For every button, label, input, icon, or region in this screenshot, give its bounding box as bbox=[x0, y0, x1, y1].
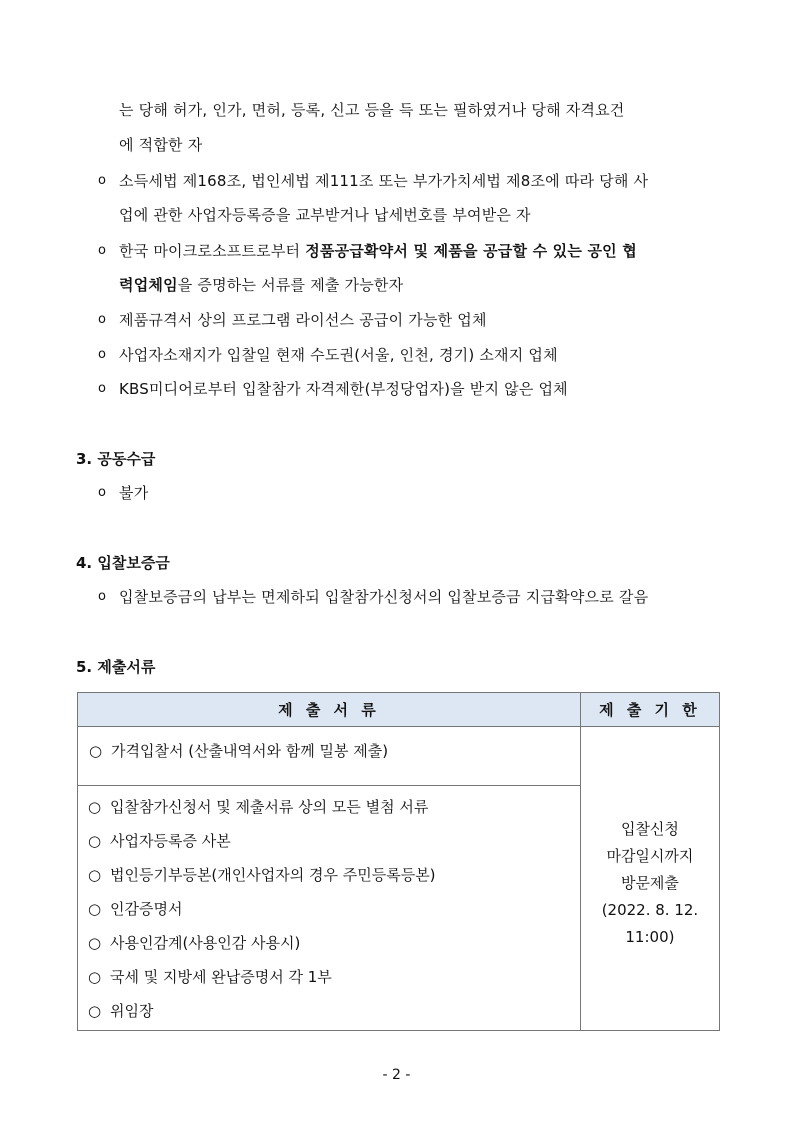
microsoft-text: 한국 마이크로소프트로부터 bbox=[119, 242, 306, 260]
eligibility-item-tax-law-line1: 소득세법 제168조, 법인세법 제111조 또는 부가가치세법 제8조에 따라 당해 사 bbox=[119, 172, 649, 190]
doc-label: 입찰참가신청서 및 제출서류 상의 모든 별첨 서류 bbox=[110, 798, 429, 816]
eligibility-continuation-line2: 에 적합한 자 bbox=[119, 136, 203, 154]
doc-label: 위임장 bbox=[110, 1002, 154, 1020]
bullet-marker: o bbox=[98, 347, 106, 362]
bullet-marker: o bbox=[98, 312, 106, 327]
doc-label: 국세 및 지방세 완납증명서 각 1부 bbox=[110, 968, 332, 986]
eligibility-item-microsoft-line1 bbox=[119, 241, 637, 261]
circle-bullet-icon: ○ bbox=[88, 1002, 102, 1020]
table-header-row bbox=[78, 693, 720, 727]
eligibility-item-kbs: KBS미디어로부터 입찰참가 자격제한(부정당업자)을 받지 않은 업체 bbox=[119, 380, 568, 398]
doc-label: 법인등기부등본(개인사업자의 경우 주민등록등본) bbox=[110, 866, 436, 884]
list-item bbox=[78, 892, 580, 926]
list-item bbox=[78, 960, 580, 994]
microsoft-bold-text: 정품공급확약서 및 제품을 공급할 수 있는 공인 협 bbox=[305, 242, 637, 260]
bullet-marker: o bbox=[98, 173, 106, 188]
joint-supply-text: 불가 bbox=[119, 484, 149, 502]
doc-label: 사업자등록증 사본 bbox=[110, 832, 231, 850]
section-heading-bid-bond: 4. 입찰보증금 bbox=[76, 554, 170, 572]
doc-cell-price-bid bbox=[78, 727, 581, 786]
page-number: - 2 - bbox=[382, 1067, 411, 1083]
list-item bbox=[79, 734, 579, 768]
bid-bond-text: 입찰보증금의 납부는 면제하되 입찰참가신청서의 입찰보증금 지급확약으로 갈음 bbox=[119, 588, 649, 606]
circle-bullet-icon: ○ bbox=[89, 742, 103, 760]
bullet-marker: o bbox=[98, 485, 106, 500]
section-heading-submission-docs: 5. 제출서류 bbox=[76, 658, 156, 676]
list-item bbox=[78, 858, 580, 892]
circle-bullet-icon: ○ bbox=[88, 866, 102, 884]
partner-bold-text: 력업체임 bbox=[119, 276, 178, 294]
doc-cell-other-docs bbox=[78, 786, 581, 1031]
eligibility-item-tax-law-line2: 업에 관한 사업자등록증을 교부받거나 납세번호를 부여받은 자 bbox=[119, 206, 531, 224]
list-item bbox=[78, 994, 580, 1028]
list-item bbox=[78, 824, 580, 858]
deadline-line: (2022. 8. 12. bbox=[601, 900, 699, 919]
partner-text: 을 증명하는 서류를 제출 가능한자 bbox=[177, 276, 404, 294]
circle-bullet-icon: ○ bbox=[88, 798, 102, 816]
bullet-marker: o bbox=[98, 243, 106, 258]
header-docs: 제 출 서 류 bbox=[78, 693, 581, 727]
deadline-cell bbox=[580, 727, 719, 1031]
deadline-line: 방문제출 bbox=[620, 873, 679, 892]
circle-bullet-icon: ○ bbox=[88, 934, 102, 952]
deadline-line: 입찰신청 bbox=[620, 819, 679, 838]
circle-bullet-icon: ○ bbox=[88, 968, 102, 986]
deadline-line: 11:00) bbox=[625, 927, 675, 946]
circle-bullet-icon: ○ bbox=[88, 832, 102, 850]
eligibility-continuation-line1: 는 당해 허가, 인가, 면허, 등록, 신고 등을 득 또는 필하였거나 당해 자격요건 bbox=[119, 101, 625, 119]
section-heading-joint-supply: 3. 공동수급 bbox=[76, 450, 156, 468]
list-item bbox=[78, 926, 580, 960]
eligibility-item-microsoft-line2 bbox=[119, 275, 403, 295]
submission-docs-table bbox=[77, 692, 720, 1031]
doc-label: 사용인감계(사용인감 사용시) bbox=[110, 934, 301, 952]
eligibility-item-location: 사업자소재지가 입찰일 현재 수도권(서울, 인천, 경기) 소재지 업체 bbox=[119, 346, 558, 364]
circle-bullet-icon: ○ bbox=[88, 900, 102, 918]
list-item bbox=[78, 790, 580, 824]
doc-label: 가격입찰서 (산출내역서와 함께 밀봉 제출) bbox=[111, 742, 389, 760]
deadline-line: 마감일시까지 bbox=[606, 846, 694, 865]
doc-label: 인감증명서 bbox=[110, 900, 183, 918]
bullet-marker: o bbox=[98, 589, 106, 604]
eligibility-item-license: 제품규격서 상의 프로그램 라이선스 공급이 가능한 업체 bbox=[119, 311, 487, 329]
header-deadline: 제 출 기 한 bbox=[580, 693, 719, 727]
table-row bbox=[78, 727, 720, 786]
bullet-marker: o bbox=[98, 381, 106, 396]
